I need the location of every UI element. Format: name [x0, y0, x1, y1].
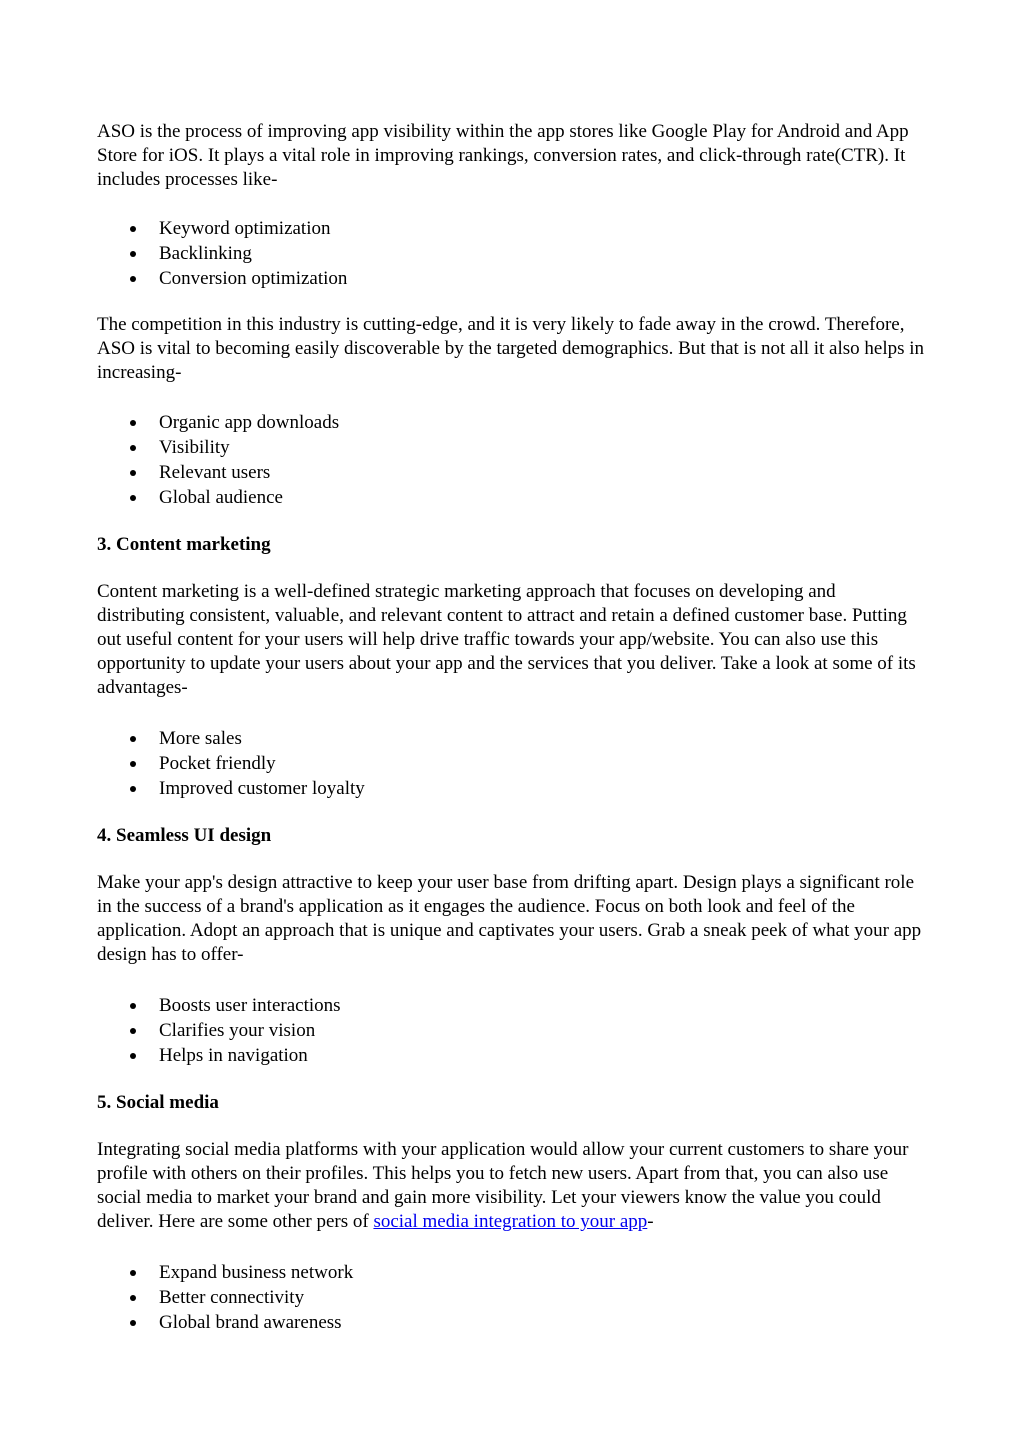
bullet-icon [130, 1028, 136, 1034]
list-item: Conversion optimization [97, 266, 927, 291]
bullet-icon [130, 420, 136, 426]
aso-competition-paragraph: The competition in this industry is cutting-edge, and it is very likely to fade away in the crowd. Therefore, ASO is vital to becoming easily discoverable by the targeted demographics. But that is not all it also helps in increasing- [97, 314, 925, 383]
content-marketing-heading: 3. Content marketing [97, 534, 271, 555]
social-media-benefits-list [97, 1260, 927, 1335]
document-page [97, 120, 927, 1335]
bullet-icon [130, 1003, 136, 1009]
ui-design-offers-list [97, 993, 927, 1068]
social-media-text: Integrating social media platforms with your application would allow your current customers to share your profile with others on their profiles. This helps you to fetch new users. Apart from that, you can also use social media to market your brand and gain more visibility. Let your viewers know the value you could deliver. Here are some other pers of [97, 1139, 909, 1232]
list-item: Keyword optimization [97, 216, 927, 241]
aso-intro-paragraph: ASO is the process of improving app visibility within the app stores like Google Play for Android and App Store for iOS. It plays a vital role in improving rankings, conversion rates, and click-through rate(CTR). It includes processes like- [97, 121, 909, 190]
bullet-icon [130, 1270, 136, 1276]
bullet-icon [130, 226, 136, 232]
aso-benefits-list [97, 410, 927, 510]
bullet-icon [130, 1320, 136, 1326]
bullet-icon [130, 1053, 136, 1059]
list-item: Improved customer loyalty [97, 776, 927, 801]
list-item: Clarifies your vision [97, 1018, 927, 1043]
social-media-heading: 5. Social media [97, 1092, 219, 1113]
bullet-icon [130, 761, 136, 767]
list-item: More sales [97, 726, 927, 751]
social-media-paragraph [97, 1138, 927, 1234]
bullet-icon [130, 1295, 136, 1301]
bullet-icon [130, 251, 136, 257]
list-item: Global brand awareness [97, 1310, 927, 1335]
bullet-icon [130, 445, 136, 451]
bullet-icon [130, 495, 136, 501]
bullet-icon [130, 276, 136, 282]
list-item: Relevant users [97, 460, 927, 485]
list-item: Expand business network [97, 1260, 927, 1285]
content-marketing-paragraph: Content marketing is a well-defined strategic marketing approach that focuses on developing and distributing consistent, valuable, and relevant content to attract and retain a defined customer base. Putting out useful content for your users will help drive traffic towards your app/website. You can also use this opportunity to update your users about your app and the services that you deliver. Take a look at some of its advantages- [97, 581, 916, 698]
bullet-icon [130, 786, 136, 792]
list-item: Global audience [97, 485, 927, 510]
list-item: Pocket friendly [97, 751, 927, 776]
list-item: Boosts user interactions [97, 993, 927, 1018]
ui-design-paragraph: Make your app's design attractive to keep your user base from drifting apart. Design plays a significant role in the success of a brand's application as it engages the audience. Focus on both look and feel of the application. Adopt an approach that is unique and captivates your users. Grab a sneak peek of what your app design has to offer- [97, 872, 922, 965]
list-item: Helps in navigation [97, 1043, 927, 1068]
aso-process-list [97, 216, 927, 291]
bullet-icon [130, 470, 136, 476]
social-media-integration-link[interactable]: social media integration to your app [373, 1211, 648, 1232]
list-item: Organic app downloads [97, 410, 927, 435]
list-item: Better connectivity [97, 1285, 927, 1310]
ui-design-heading: 4. Seamless UI design [97, 825, 272, 846]
list-item: Visibility [97, 435, 927, 460]
content-marketing-advantages-list [97, 726, 927, 801]
social-media-text-end: - [647, 1211, 654, 1232]
list-item: Backlinking [97, 241, 927, 266]
bullet-icon [130, 736, 136, 742]
